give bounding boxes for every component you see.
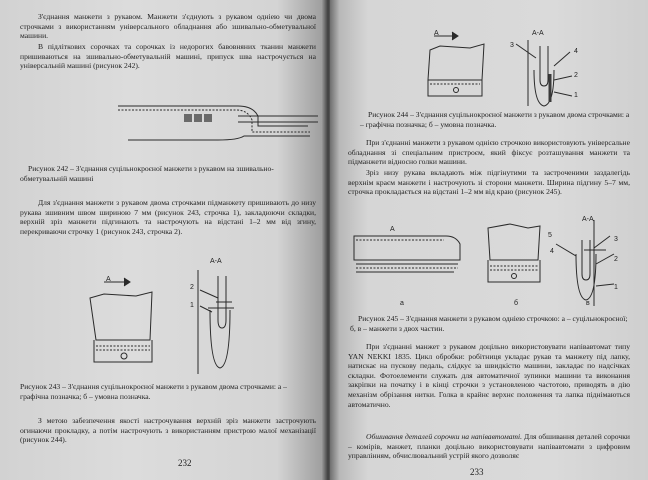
paragraph: З метою забезпечення якості настрочування верхній зріз манжети застрочують огинаючи прокладку, а потім настрочують з використанням пристрою малої механізації (рисунок 244).	[20, 416, 316, 445]
figure-244	[420, 30, 610, 106]
figure-242	[118, 96, 318, 156]
figure-label: A-A	[582, 216, 594, 223]
figure-label: 1	[574, 92, 578, 99]
paragraph: В підліткових сорочках та сорочках із недорогих бавовняних тканин манжети пришиваються на зшивально-обметувальній машині, припуск шва настрочується на універсальній машині (рисунок 242).	[20, 42, 316, 71]
figure-caption: Рисунок 245 – З'єднання манжети з рукавом одніею строчкою: а – суцільнокроєної; б, в – манжети з двох частин.	[350, 314, 628, 333]
figure-sublabel: б	[514, 300, 519, 307]
paragraph: При з'єднанні манжети з рукавом однією строчкою використовують універсальне обладнання зі спеціальним пристроєм, який фіксує розташування манжети та підманжети відносно голки машини.	[348, 138, 630, 167]
figure-label: 3	[614, 236, 618, 243]
figure-label: 4	[574, 48, 578, 55]
figure-label: A	[390, 226, 395, 233]
figure-label: 1	[190, 302, 194, 309]
paragraph: З'єднання манжети з рукавом. Манжети з'єднують з рукавом одніею чи двома строчками з використанням універсального обладнання або зшивально-обметувальної машини.	[20, 12, 316, 41]
figure-caption: Рисунок 244 – З'єднання суцільнокроєної манжети з рукавом двома строчками: а – графічна позначка; б – умовна позначка.	[360, 110, 630, 129]
figure-sublabel: в	[586, 300, 590, 307]
paragraph: Для з'єднання манжети з рукавом двома строчками підманжету пришивають до низу рукава зшивним швом шириною 7 мм (рисунок 243, строчка 1), закладюючи складки, верхній зріз манжети підгинають та настрочують на відстані 1–2 мм від згину, перекриваючи строчку 1 (рисунок 243, строчка 2).	[20, 198, 316, 236]
paragraph-text: Для обшивання деталей сорочки – комірів, манжет, планки доцільно використовувати напівавтомати з цифровим управлінням, обчислювальний устрій якого дозволяє	[348, 432, 630, 461]
figure-label: 1	[614, 284, 618, 291]
figure-label: A-A	[210, 258, 222, 265]
figure-caption: Рисунок 242 – З'єднання суцільнокроєної манжети з рукавом на зшивально-обметувальній машині	[20, 164, 274, 183]
figure-label: 4	[550, 248, 554, 255]
page-number: 233	[470, 467, 484, 477]
paragraph-title: Обшивання деталей сорочки на напівавтоматі.	[366, 432, 523, 441]
figure-label: A	[106, 276, 111, 283]
figure-label: 2	[574, 72, 578, 79]
page-number: 232	[178, 458, 192, 468]
figure-caption: Рисунок 243 – З'єднання суцільнокроєної манжети з рукавом двома строчками: а – графічна позначка; б – умовна позначка.	[20, 382, 287, 401]
figure-label: 2	[614, 256, 618, 263]
figure-label: 2	[190, 284, 194, 291]
figure-label: A-A	[532, 30, 544, 37]
paragraph: Зріз низу рукава вкладають між підгінутими та застроченими заздалегідь верхнім краєм манжети і настрочують зі сторони манжети. Ширина підгину 5–7 мм, строчка прокладається на відстані 1–2 мм від краю (рисунок 245).	[348, 168, 630, 197]
figure-label: 3	[510, 42, 514, 49]
right-page	[330, 0, 648, 480]
paragraph: При з'єднанні манжет з рукавом доцільно використовувати напівавтомат типу YAN NEKKI 1835. Цикл обробки: робітниця укладає рукав та манжету під лапку, натискає на пускову педаль, слідкує за швидкістю машини, закладає по надсічках складки. Фотоелементи служать для автоматичної зупинки машини та виконання закріпки на початку і в кінці строчки з установленою частотою, приводять в дію механізм обрізання нитки. Голка в крайнє верхнє положення та лапка піднімаються автоматично.	[348, 342, 630, 409]
figure-label: A	[434, 30, 439, 37]
paragraph	[348, 432, 630, 461]
figure-245	[350, 220, 640, 310]
figure-label: 5	[548, 232, 552, 239]
figure-sublabel: а	[400, 300, 404, 307]
